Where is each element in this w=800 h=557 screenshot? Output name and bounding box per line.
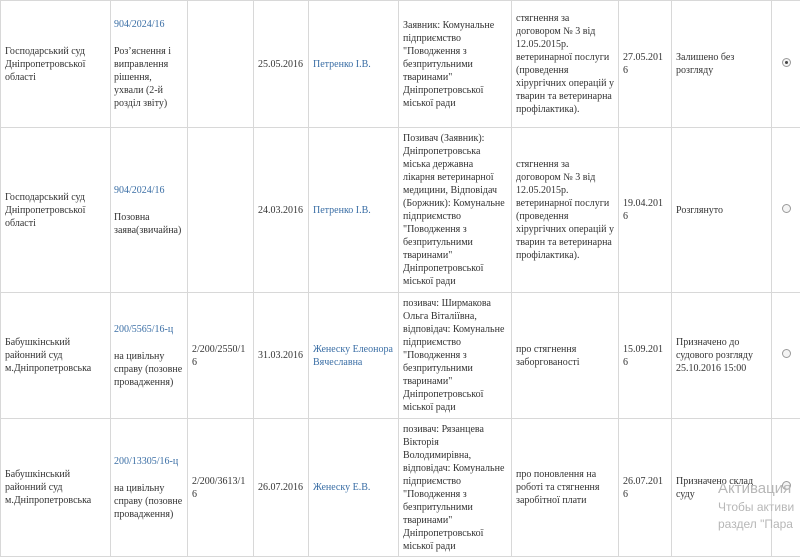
table-row[interactable]	[1, 419, 800, 557]
court-name: Господарський суд Дніпропетровської області	[1, 128, 111, 293]
case-status: Розглянуто	[672, 128, 772, 293]
proceeding-number	[188, 1, 254, 128]
status-date: 27.05.2016	[619, 1, 672, 128]
watermark-title: Активация	[718, 480, 794, 497]
case-subject: про поновлення на роботі та стягнення заробітної плати	[512, 419, 619, 557]
judge-link[interactable]: Петренко І.В.	[313, 205, 371, 216]
judge-link[interactable]: Женеску Е.В.	[313, 482, 370, 493]
case-parties: Позивач (Заявник): Дніпропетровська міська державна лікарня ветеринарної медицини, Відповідач (Боржник): Комунальне підприємство "Поводження з безпритульними тваринами" Дніпропетровської міської ради	[399, 128, 512, 293]
case-subject: стягнення за договором № 3 від 12.05.2015р. ветеринарної послуги (проведення хірургічних операцій у тварин та ветеринарна профілактика).	[512, 1, 619, 128]
case-subject: стягнення за договором № 3 від 12.05.2015р. ветеринарної послуги (проведення хірургічних операцій у тварин та ветеринарна профілактика).	[512, 128, 619, 293]
watermark-text: раздел "Пара	[718, 516, 794, 533]
court-name: Бабушкінський районний суд м.Дніпропетровська	[1, 293, 111, 419]
case-number-link[interactable]: 904/2024/16	[114, 184, 183, 197]
case-number-link[interactable]: 904/2024/16	[114, 18, 183, 31]
proceeding-number	[188, 128, 254, 293]
status-date: 26.07.2016	[619, 419, 672, 557]
case-parties: позивач: Ширмакова Ольга Віталіївна, відповідач: Комунальне підприємство "Поводження з безпритульними тваринами" Дніпропетровської міської ради	[399, 293, 512, 419]
case-parties: позивач: Рязанцева Вікторія Володимирівна, відповідач: Комунальне підприємство "Поводження з безпритульними тваринами" Дніпропетровської міської ради	[399, 419, 512, 557]
case-status: Залишено без розгляду	[672, 1, 772, 128]
case-number-link[interactable]: 200/13305/16-ц	[114, 455, 183, 468]
case-subject: про стягнення заборгованості	[512, 293, 619, 419]
windows-activation-watermark	[718, 480, 794, 533]
status-date: 19.04.2016	[619, 128, 672, 293]
registration-date: 25.05.2016	[254, 1, 309, 128]
judge-link[interactable]: Женеску Елеонора Вячеславна	[313, 344, 393, 368]
table-row[interactable]	[1, 1, 800, 128]
case-type: Роз’яснення і виправлення рішення, ухвали (2-й розділ звіту)	[114, 46, 171, 109]
row-select-radio[interactable]	[782, 349, 791, 358]
case-parties: Заявник: Комунальне підприємство "Поводження з безпритульними тваринами" Дніпропетровської міської ради	[399, 1, 512, 128]
judge-link[interactable]: Петренко І.В.	[313, 59, 371, 70]
case-type: на цивільну справу (позовне провадження)	[114, 483, 182, 520]
proceeding-number: 2/200/2550/16	[188, 293, 254, 419]
case-status: Призначено склад суду	[672, 419, 772, 557]
watermark-text: Чтобы активи	[718, 499, 794, 516]
case-type: на цивільну справу (позовне провадження)	[114, 351, 182, 388]
table-row[interactable]	[1, 293, 800, 419]
court-name: Господарський суд Дніпропетровської області	[1, 1, 111, 128]
case-type: Позовна заява(звичайна)	[114, 212, 181, 236]
proceeding-number: 2/200/3613/16	[188, 419, 254, 557]
row-select-radio[interactable]	[782, 58, 791, 67]
status-date: 15.09.2016	[619, 293, 672, 419]
table-row[interactable]	[1, 128, 800, 293]
case-number-link[interactable]: 200/5565/16-ц	[114, 323, 183, 336]
registration-date: 24.03.2016	[254, 128, 309, 293]
court-name: Бабушкінський районний суд м.Дніпропетровська	[1, 419, 111, 557]
case-status: Призначено до судового розгляду 25.10.2016 15:00	[672, 293, 772, 419]
registration-date: 26.07.2016	[254, 419, 309, 557]
registration-date: 31.03.2016	[254, 293, 309, 419]
row-select-radio[interactable]	[782, 204, 791, 213]
